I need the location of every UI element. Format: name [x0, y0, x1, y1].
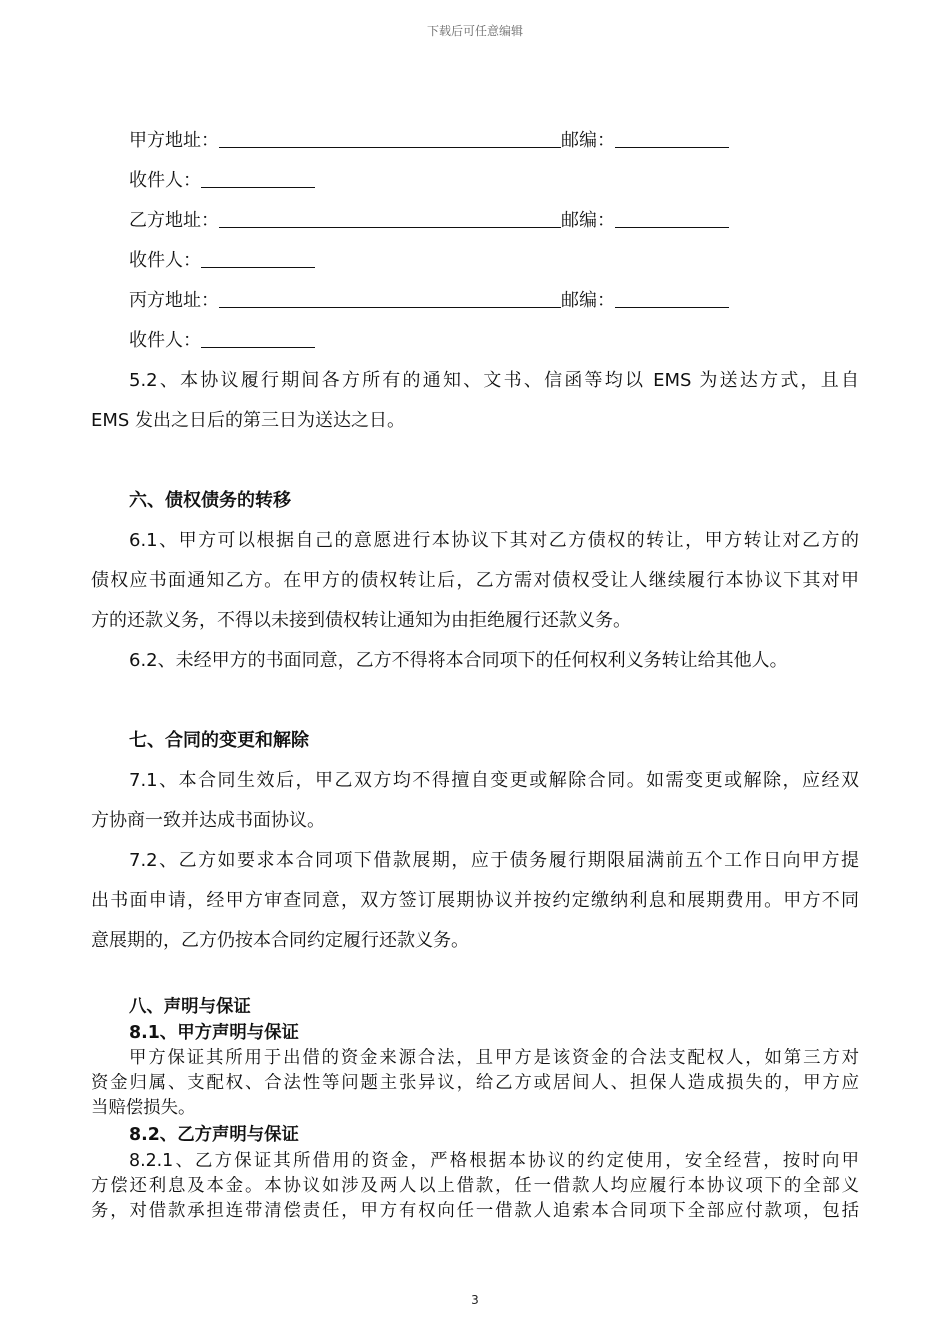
- section-8-heading: 八、声明与保证: [129, 997, 251, 1017]
- clause-6-1-line-3: 方的还款义务，不得以未接到债权转让通知为由拒绝履行还款义务。: [91, 610, 631, 631]
- party-b-postcode-blank: [615, 209, 729, 228]
- party-b-address-label: 乙方地址：: [129, 210, 219, 231]
- page-number: 3: [471, 1293, 479, 1307]
- clause-7-2-line-3: 意展期的，乙方仍按本合同约定履行还款义务。: [91, 930, 469, 951]
- party-c-recipient-blank: [201, 329, 315, 348]
- party-a-postcode-label: 邮编：: [561, 130, 615, 151]
- party-c-postcode-blank: [615, 289, 729, 308]
- clause-7-2-line-1: 7.2、乙方如要求本合同项下借款展期，应于债务履行期限届满前五个工作日向甲方提: [129, 850, 859, 871]
- party-c-recipient-row: [129, 329, 315, 353]
- party-c-address-label: 丙方地址：: [129, 290, 219, 311]
- party-a-postcode-blank: [615, 129, 729, 148]
- clause-6-1-line-2: 债权应书面通知乙方。在甲方的债权转让后，乙方需对债权受让人继续履行本协议下其对甲: [91, 570, 859, 591]
- party-b-recipient-blank: [201, 249, 315, 268]
- section-7-heading: 七、合同的变更和解除: [129, 730, 309, 751]
- clause-8-2-1-line-1: 8.2.1、乙方保证其所借用的资金，严格根据本协议的约定使用，安全经营，按时向甲: [129, 1151, 859, 1171]
- party-a-address-row: [129, 129, 729, 153]
- clause-6-1-line-1: 6.1、甲方可以根据自己的意愿进行本协议下其对乙方债权的转让，甲方转让对乙方的: [129, 530, 859, 551]
- party-b-postcode-label: 邮编：: [561, 210, 615, 231]
- party-a-address-blank: [219, 129, 561, 148]
- party-a-recipient-row: [129, 169, 315, 193]
- clause-8-2-1-line-2: 方偿还利息及本金。本协议如涉及两人以上借款，任一借款人均应履行本协议项下的全部义: [91, 1176, 859, 1196]
- clause-7-2-line-2: 出书面申请，经甲方审查同意，双方签订展期协议并按约定缴纳利息和展期费用。甲方不同: [91, 890, 859, 911]
- clause-6-2: 6.2、未经甲方的书面同意，乙方不得将本合同项下的任何权利义务转让给其他人。: [129, 650, 788, 671]
- clause-8-1-line-1: 甲方保证其所用于出借的资金来源合法，且甲方是该资金的合法支配权人，如第三方对: [129, 1048, 859, 1068]
- subsection-8-1-heading: 8.1、甲方声明与保证: [129, 1023, 299, 1043]
- party-c-address-row: [129, 289, 729, 313]
- subsection-8-2-heading: 8.2、乙方声明与保证: [129, 1125, 299, 1145]
- party-b-recipient-row: [129, 249, 315, 273]
- party-b-address-row: [129, 209, 729, 233]
- clause-8-1-line-3: 当赔偿损失。: [91, 1098, 196, 1118]
- clause-8-2-1-line-3: 务，对借款承担连带清偿责任，甲方有权向任一借款人追索本合同项下全部应付款项，包括: [91, 1201, 859, 1221]
- clause-5-2-line-1: 5.2、本协议履行期间各方所有的通知、文书、信函等均以 EMS 为送达方式，且自: [129, 370, 859, 391]
- party-c-postcode-label: 邮编：: [561, 290, 615, 311]
- party-c-address-blank: [219, 289, 561, 308]
- party-a-recipient-label: 收件人：: [129, 170, 201, 191]
- clause-5-2-line-2: EMS 发出之日后的第三日为送达之日。: [91, 410, 406, 431]
- party-b-recipient-label: 收件人：: [129, 250, 201, 271]
- clause-8-1-line-2: 资金归属、支配权、合法性等问题主张异议，给乙方或居间人、担保人造成损失的，甲方应: [91, 1073, 859, 1093]
- clause-7-1-line-2: 方协商一致并达成书面协议。: [91, 810, 325, 831]
- page-header: 下载后可任意编辑: [426, 24, 523, 38]
- party-c-recipient-label: 收件人：: [129, 330, 201, 351]
- party-a-recipient-blank: [201, 169, 315, 188]
- clause-7-1-line-1: 7.1、本合同生效后，甲乙双方均不得擅自变更或解除合同。如需变更或解除，应经双: [129, 770, 859, 791]
- party-b-address-blank: [219, 209, 561, 228]
- party-a-address-label: 甲方地址：: [129, 130, 219, 151]
- section-6-heading: 六、债权债务的转移: [129, 490, 291, 511]
